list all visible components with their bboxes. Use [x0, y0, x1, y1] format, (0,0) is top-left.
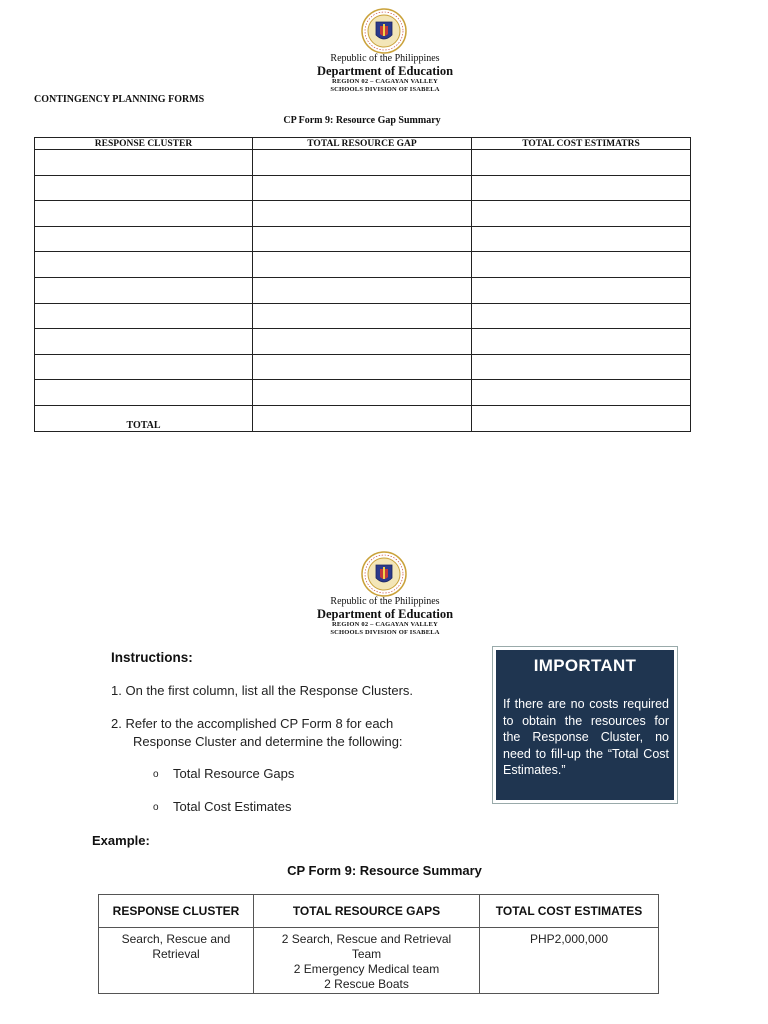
region-text: REGION 02 – CAGAYAN VALLEY — [332, 621, 438, 628]
total-row — [35, 405, 691, 431]
table-cell[interactable] — [472, 226, 691, 252]
table-row — [35, 354, 691, 380]
instruction-step-2-line2: Response Cluster and determine the following: — [133, 734, 403, 749]
total-gap-cell[interactable] — [253, 405, 472, 431]
important-text: If there are no costs required to obtain the resources for the Response Cluster, no need to fill-up the “Total Cost Estimates.” — [503, 697, 669, 777]
total-label: TOTAL — [35, 405, 253, 431]
example-title: CP Form 9: Resource Summary — [287, 863, 482, 878]
table-row — [35, 226, 691, 252]
example-gap-line: 2 Search, Rescue and Retrieval — [281, 932, 452, 946]
col-total-cost-estimates: TOTAL COST ESTIMATRS — [472, 138, 691, 150]
table-cell[interactable] — [35, 226, 253, 252]
page2-header — [230, 596, 540, 636]
table-cell[interactable] — [35, 252, 253, 278]
section-label: CONTINGENCY PLANNING FORMS — [34, 94, 205, 105]
table-cell[interactable] — [472, 201, 691, 227]
example-header-row — [99, 895, 659, 928]
example-cost-cell: PHP2,000,000 — [480, 928, 659, 994]
republic-text: Republic of the Philippines — [330, 53, 440, 64]
form-title: CP Form 9: Resource Gap Summary — [283, 115, 441, 126]
table-row — [35, 303, 691, 329]
table-cell[interactable] — [253, 380, 472, 406]
instruction-step-2-line1: 2. Refer to the accomplished CP Form 8 for each — [111, 716, 394, 731]
bullet-total-resource-gaps: Total Resource Gaps — [173, 766, 295, 781]
example-gap-line: 2 Emergency Medical team — [293, 962, 440, 976]
department-title: Department of Education — [316, 64, 454, 78]
bullet-total-cost-estimates: Total Cost Estimates — [173, 799, 292, 814]
page1-header — [230, 53, 540, 93]
table-cell[interactable] — [253, 329, 472, 355]
division-text: SCHOOLS DIVISION OF ISABELA — [330, 85, 440, 93]
table-cell[interactable] — [253, 226, 472, 252]
table-cell[interactable] — [35, 354, 253, 380]
table-cell[interactable] — [253, 201, 472, 227]
table-cell[interactable] — [35, 303, 253, 329]
table-cell[interactable] — [35, 201, 253, 227]
example-table — [98, 894, 659, 994]
total-cost-cell[interactable] — [472, 405, 691, 431]
example-gap-line: Team — [351, 947, 382, 961]
instructions-title: Instructions: — [111, 650, 193, 665]
division-text: SCHOOLS DIVISION OF ISABELA — [330, 628, 440, 636]
example-gaps-cell — [254, 928, 480, 994]
col-response-cluster: RESPONSE CLUSTER — [35, 138, 253, 150]
example-cluster-cell — [99, 928, 254, 994]
example-col-total-resource-gaps: TOTAL RESOURCE GAPS — [254, 895, 480, 928]
important-callout — [492, 646, 678, 804]
region-text: REGION 02 – CAGAYAN VALLEY — [332, 78, 438, 85]
example-cluster-line: Search, Rescue and — [121, 932, 231, 946]
table-header-row — [35, 138, 691, 150]
table-cell[interactable] — [472, 380, 691, 406]
important-panel — [496, 650, 674, 800]
table-cell[interactable] — [253, 354, 472, 380]
important-title: IMPORTANT — [533, 656, 637, 675]
example-col-response-cluster: RESPONSE CLUSTER — [99, 895, 254, 928]
table-cell[interactable] — [472, 277, 691, 303]
example-label: Example: — [92, 833, 150, 848]
table-row — [35, 277, 691, 303]
table-cell[interactable] — [253, 150, 472, 176]
table-cell[interactable] — [35, 277, 253, 303]
table-cell[interactable] — [472, 354, 691, 380]
department-title: Department of Education — [316, 607, 454, 621]
example-col-total-cost-estimates: TOTAL COST ESTIMATES — [480, 895, 659, 928]
table-cell[interactable] — [472, 252, 691, 278]
table-cell[interactable] — [253, 175, 472, 201]
table-cell[interactable] — [472, 175, 691, 201]
table-cell[interactable] — [253, 252, 472, 278]
table-cell[interactable] — [35, 175, 253, 201]
table-cell[interactable] — [35, 380, 253, 406]
table-cell[interactable] — [35, 150, 253, 176]
table-cell[interactable] — [35, 329, 253, 355]
table-cell[interactable] — [472, 329, 691, 355]
table-cell[interactable] — [253, 303, 472, 329]
example-cluster-line: Retrieval — [152, 947, 200, 961]
col-total-resource-gap: TOTAL RESOURCE GAP — [253, 138, 472, 150]
republic-text: Republic of the Philippines — [330, 596, 440, 607]
example-gap-line: 2 Rescue Boats — [324, 977, 409, 991]
table-row — [35, 252, 691, 278]
deped-seal-logo — [361, 551, 407, 597]
table-cell[interactable] — [472, 150, 691, 176]
table-row — [35, 201, 691, 227]
table-row — [35, 380, 691, 406]
bullet-icon: o — [153, 769, 159, 780]
table-row — [35, 150, 691, 176]
bullet-icon: o — [153, 802, 159, 813]
instruction-step-1: 1. On the first column, list all the Response Clusters. — [111, 683, 414, 698]
table-cell[interactable] — [253, 277, 472, 303]
resource-gap-table — [34, 137, 691, 432]
table-cell[interactable] — [472, 303, 691, 329]
table-row — [99, 928, 659, 994]
table-row — [35, 175, 691, 201]
deped-seal-logo — [361, 8, 407, 54]
table-row — [35, 329, 691, 355]
